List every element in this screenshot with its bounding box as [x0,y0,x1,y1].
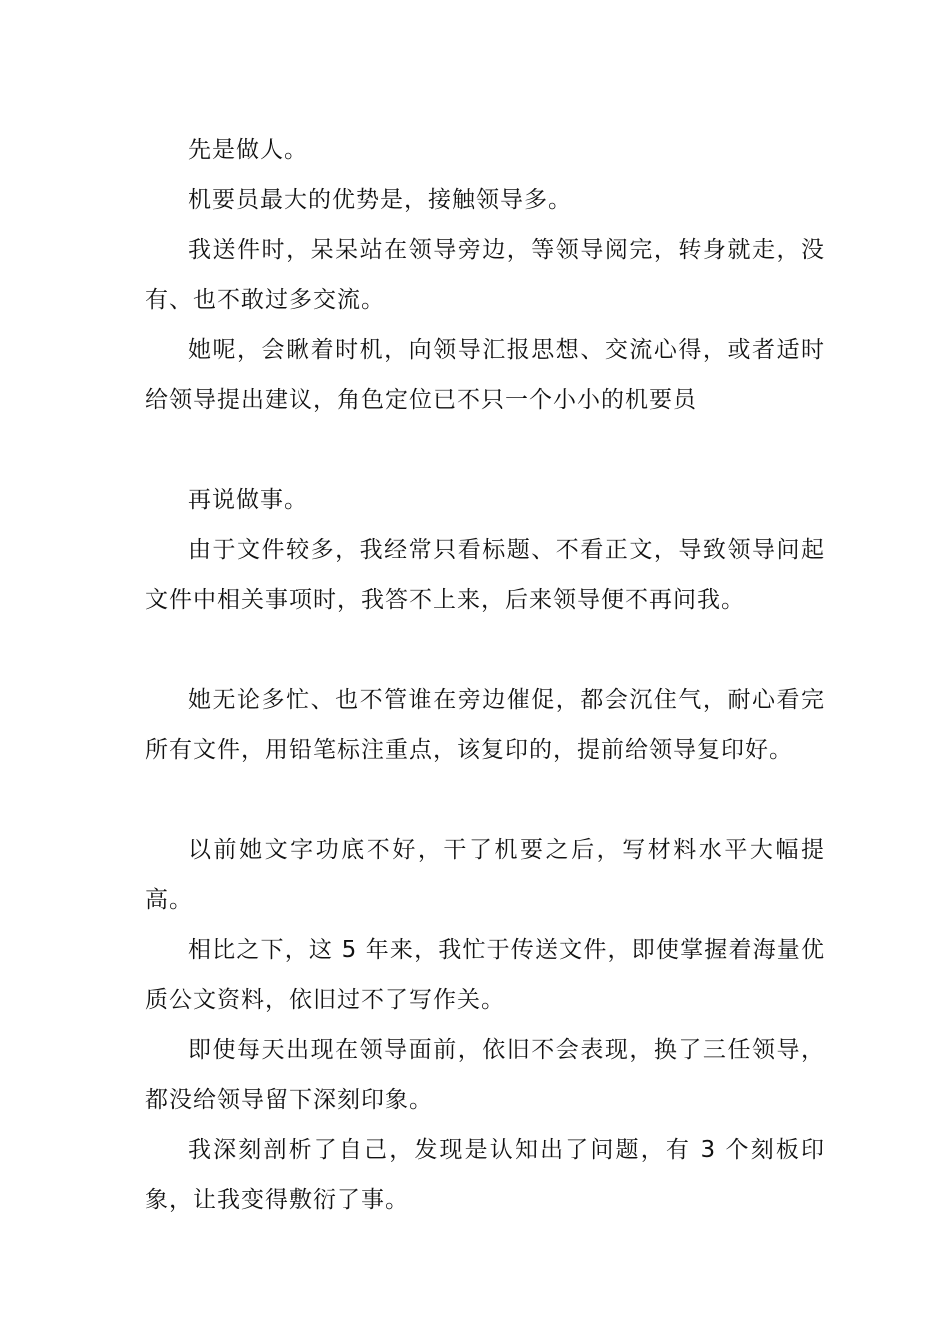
paragraph-2: 机要员最大的优势是，接触领导多。 [188,187,572,213]
paragraph-6: 由于文件较多，我经常只看标题、不看正文，导致领导问起文件中相关事项时，我答不上来，后来领导便不再问我。 [145,537,825,613]
paragraph-5: 再说做事。 [188,487,308,513]
paragraph-1: 先是做人。 [188,137,308,163]
paragraph-3: 我送件时，呆呆站在领导旁边，等领导阅完，转身就走，没有、也不敢过多交流。 [145,237,825,313]
paragraph-11: 我深刻剖析了自己，发现是认知出了问题，有 3 个刻板印象，让我变得敷衍了事。 [145,1137,825,1213]
paragraph-9: 相比之下，这 5 年来，我忙于传送文件，即使掌握着海量优质公文资料，依旧过不了写作关。 [145,937,825,1013]
paragraph-8: 以前她文字功底不好，干了机要之后，写材料水平大幅提高。 [145,837,825,913]
paragraph-10: 即使每天出现在领导面前，依旧不会表现，换了三任领导，都没给领导留下深刻印象。 [145,1037,825,1113]
paragraph-7: 她无论多忙、也不管谁在旁边催促，都会沉住气，耐心看完所有文件，用铅笔标注重点，该复印的，提前给领导复印好。 [145,687,825,763]
paragraph-4: 她呢，会瞅着时机，向领导汇报思想、交流心得，或者适时给领导提出建议，角色定位已不只一个小小的机要员 [145,337,825,413]
